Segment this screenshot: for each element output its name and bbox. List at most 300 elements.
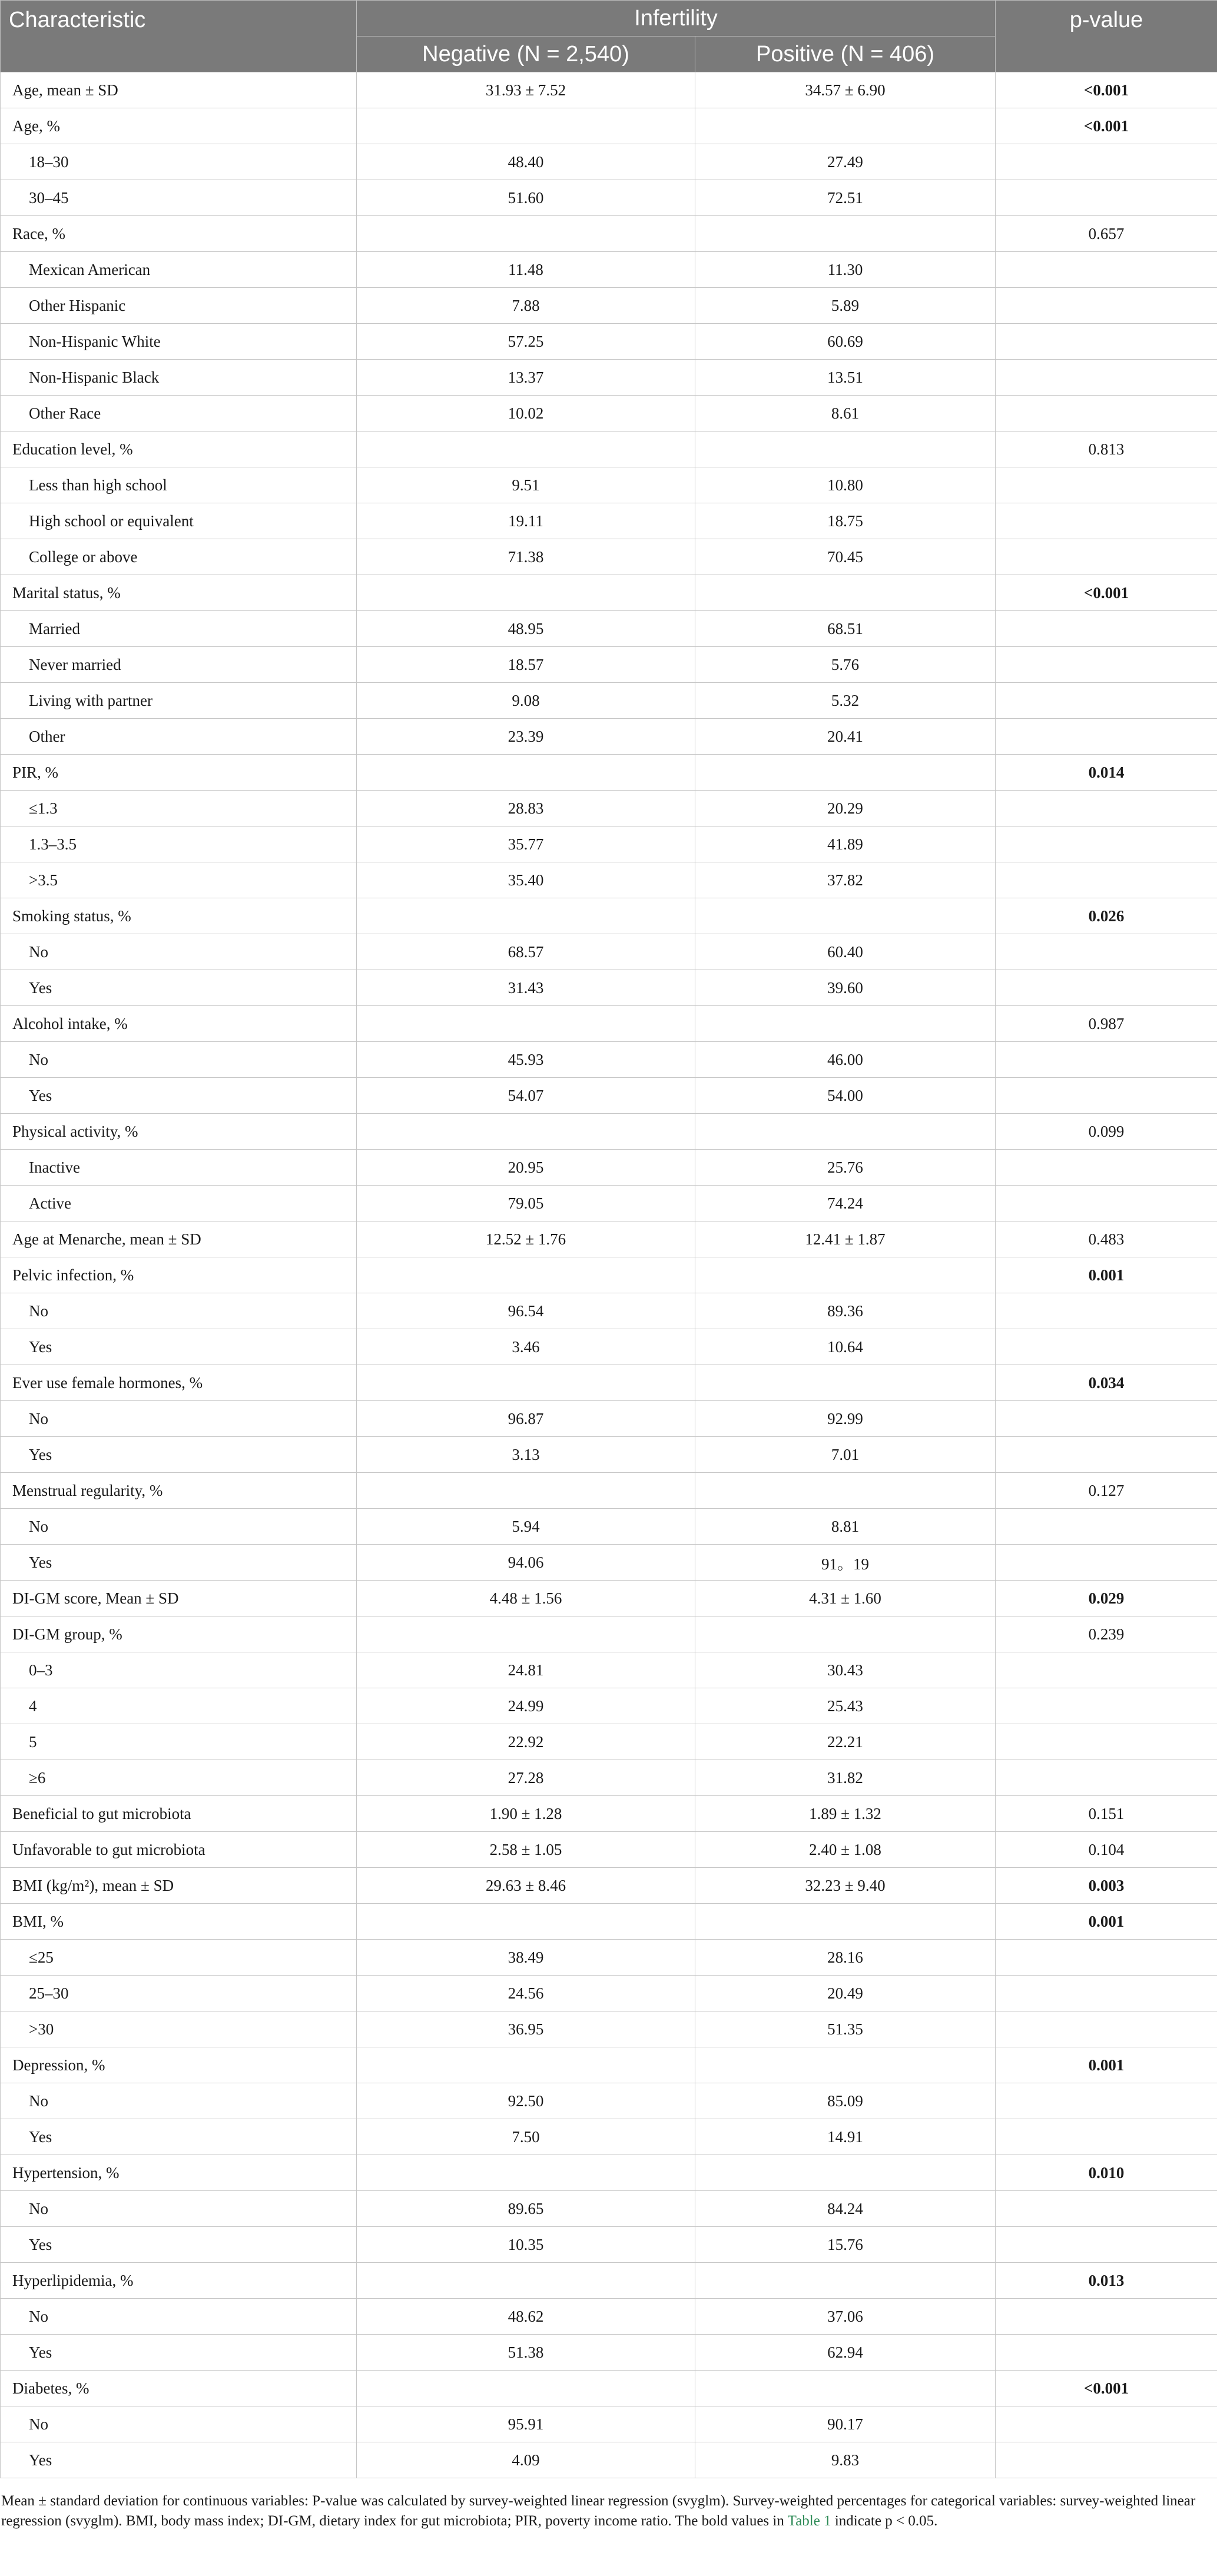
positive-value: 28.16 — [695, 1940, 996, 1976]
p-value — [996, 1976, 1217, 2011]
row-label: Other Race — [1, 396, 357, 431]
row-label: Pelvic infection, % — [1, 1257, 357, 1293]
row-label: DI-GM group, % — [1, 1616, 357, 1652]
table-row — [1, 1652, 1217, 1688]
negative-value: 45.93 — [357, 1042, 695, 1078]
row-label: Inactive — [1, 1150, 357, 1186]
negative-value: 95.91 — [357, 2406, 695, 2442]
positive-value: 13.51 — [695, 360, 996, 396]
table-row — [1, 2083, 1217, 2119]
table-row — [1, 1688, 1217, 1724]
p-value: 0.813 — [996, 431, 1217, 467]
positive-value: 18.75 — [695, 503, 996, 539]
positive-value: 37.06 — [695, 2299, 996, 2335]
positive-value — [695, 1114, 996, 1150]
row-label: Non-Hispanic Black — [1, 360, 357, 396]
negative-value: 51.38 — [357, 2335, 695, 2371]
negative-value — [357, 1365, 695, 1401]
row-label: No — [1, 1509, 357, 1545]
table-row — [1, 2191, 1217, 2227]
table-row — [1, 360, 1217, 396]
positive-value: 37.82 — [695, 862, 996, 898]
p-value — [996, 2227, 1217, 2263]
negative-value — [357, 2263, 695, 2299]
positive-value: 8.61 — [695, 396, 996, 431]
positive-value: 91。19 — [695, 1545, 996, 1581]
row-label: No — [1, 1042, 357, 1078]
positive-value: 60.40 — [695, 934, 996, 970]
positive-value — [695, 216, 996, 252]
row-label: Less than high school — [1, 467, 357, 503]
row-label: No — [1, 1401, 357, 1437]
positive-value: 14.91 — [695, 2119, 996, 2155]
negative-value: 22.92 — [357, 1724, 695, 1760]
positive-value — [695, 755, 996, 791]
p-value: 0.151 — [996, 1796, 1217, 1832]
table-row — [1, 1760, 1217, 1796]
row-label: Yes — [1, 1329, 357, 1365]
table-row — [1, 1006, 1217, 1042]
negative-value: 68.57 — [357, 934, 695, 970]
row-label: Other Hispanic — [1, 288, 357, 324]
positive-value: 85.09 — [695, 2083, 996, 2119]
table-row — [1, 2335, 1217, 2371]
negative-value: 2.58 ± 1.05 — [357, 1832, 695, 1868]
p-value — [996, 539, 1217, 575]
negative-value — [357, 2155, 695, 2191]
row-label: >30 — [1, 2011, 357, 2047]
p-value — [996, 2011, 1217, 2047]
table-row — [1, 324, 1217, 360]
positive-value: 1.89 ± 1.32 — [695, 1796, 996, 1832]
negative-value — [357, 898, 695, 934]
negative-value: 57.25 — [357, 324, 695, 360]
negative-value: 27.28 — [357, 1760, 695, 1796]
negative-value — [357, 2047, 695, 2083]
footnote-text: Mean ± standard deviation for continuous variables: P-value was calculated by survey-weighted linear regression (svyglm). Survey-weighted percentages for categorical variables: survey-weighted linear regression (svyglm). BMI, body mass index; DI-GM, dietary index for gut microbiota; PIR, poverty income ratio. The bold values in — [1, 2493, 1196, 2529]
table-row — [1, 1473, 1217, 1509]
table-row — [1, 108, 1217, 144]
p-value — [996, 1688, 1217, 1724]
negative-value — [357, 431, 695, 467]
negative-value — [357, 1904, 695, 1940]
positive-value: 39.60 — [695, 970, 996, 1006]
table-row — [1, 2263, 1217, 2299]
row-label: 4 — [1, 1688, 357, 1724]
row-label: 5 — [1, 1724, 357, 1760]
row-label: Never married — [1, 647, 357, 683]
positive-value: 12.41 ± 1.87 — [695, 1221, 996, 1257]
table-row — [1, 611, 1217, 647]
p-value: <0.001 — [996, 575, 1217, 611]
p-value — [996, 1545, 1217, 1581]
row-label: Marital status, % — [1, 575, 357, 611]
table-row — [1, 1042, 1217, 1078]
header-p-value: p-value — [996, 1, 1217, 72]
p-value: <0.001 — [996, 108, 1217, 144]
p-value — [996, 1940, 1217, 1976]
row-label: 0–3 — [1, 1652, 357, 1688]
positive-value: 10.80 — [695, 467, 996, 503]
positive-value: 5.89 — [695, 288, 996, 324]
row-label: BMI (kg/m²), mean ± SD — [1, 1868, 357, 1904]
negative-value: 9.51 — [357, 467, 695, 503]
table-row — [1, 1401, 1217, 1437]
p-value — [996, 683, 1217, 719]
positive-value — [695, 1006, 996, 1042]
negative-value: 10.35 — [357, 2227, 695, 2263]
positive-value: 20.41 — [695, 719, 996, 755]
p-value — [996, 719, 1217, 755]
positive-value — [695, 1473, 996, 1509]
row-label: Yes — [1, 1078, 357, 1114]
row-label: 30–45 — [1, 180, 357, 216]
positive-value: 46.00 — [695, 1042, 996, 1078]
positive-value: 68.51 — [695, 611, 996, 647]
negative-value: 94.06 — [357, 1545, 695, 1581]
p-value — [996, 791, 1217, 826]
footnote-text-end: indicate p < 0.05. — [831, 2513, 938, 2529]
p-value — [996, 144, 1217, 180]
table-row — [1, 1186, 1217, 1221]
row-label: Yes — [1, 1545, 357, 1581]
p-value: 0.003 — [996, 1868, 1217, 1904]
p-value: <0.001 — [996, 2371, 1217, 2406]
p-value — [996, 2299, 1217, 2335]
p-value — [996, 826, 1217, 862]
negative-value: 20.95 — [357, 1150, 695, 1186]
p-value: 0.657 — [996, 216, 1217, 252]
negative-value: 48.95 — [357, 611, 695, 647]
row-label: High school or equivalent — [1, 503, 357, 539]
p-value: 0.483 — [996, 1221, 1217, 1257]
positive-value: 72.51 — [695, 180, 996, 216]
p-value — [996, 288, 1217, 324]
positive-value: 7.01 — [695, 1437, 996, 1473]
row-label: ≥6 — [1, 1760, 357, 1796]
negative-value — [357, 755, 695, 791]
table-row — [1, 2119, 1217, 2155]
negative-value: 28.83 — [357, 791, 695, 826]
row-label: 18–30 — [1, 144, 357, 180]
p-value — [996, 934, 1217, 970]
p-value — [996, 611, 1217, 647]
positive-value: 51.35 — [695, 2011, 996, 2047]
table-row — [1, 1365, 1217, 1401]
table-row — [1, 862, 1217, 898]
row-label: Hypertension, % — [1, 2155, 357, 2191]
table-row — [1, 719, 1217, 755]
negative-value — [357, 1473, 695, 1509]
table-row — [1, 503, 1217, 539]
row-label: No — [1, 2083, 357, 2119]
row-label: Physical activity, % — [1, 1114, 357, 1150]
row-label: Yes — [1, 970, 357, 1006]
p-value — [996, 324, 1217, 360]
positive-value: 22.21 — [695, 1724, 996, 1760]
p-value — [996, 1329, 1217, 1365]
negative-value: 24.81 — [357, 1652, 695, 1688]
positive-value: 62.94 — [695, 2335, 996, 2371]
p-value: 0.014 — [996, 755, 1217, 791]
p-value — [996, 970, 1217, 1006]
negative-value: 7.50 — [357, 2119, 695, 2155]
positive-value: 4.31 ± 1.60 — [695, 1581, 996, 1616]
p-value: 0.987 — [996, 1006, 1217, 1042]
negative-value: 96.54 — [357, 1293, 695, 1329]
row-label: Mexican American — [1, 252, 357, 288]
positive-value: 5.76 — [695, 647, 996, 683]
negative-value: 35.40 — [357, 862, 695, 898]
positive-value — [695, 898, 996, 934]
row-label: Living with partner — [1, 683, 357, 719]
row-label: ≤25 — [1, 1940, 357, 1976]
positive-value: 74.24 — [695, 1186, 996, 1221]
table-row — [1, 647, 1217, 683]
negative-value — [357, 575, 695, 611]
row-label: BMI, % — [1, 1904, 357, 1940]
negative-value: 5.94 — [357, 1509, 695, 1545]
positive-value: 34.57 ± 6.90 — [695, 72, 996, 108]
table-row — [1, 1150, 1217, 1186]
p-value — [996, 2442, 1217, 2478]
row-label: No — [1, 2299, 357, 2335]
negative-value: 4.09 — [357, 2442, 695, 2478]
positive-value — [695, 1616, 996, 1652]
p-value — [996, 647, 1217, 683]
table-row — [1, 1437, 1217, 1473]
positive-value: 60.69 — [695, 324, 996, 360]
negative-value: 12.52 ± 1.76 — [357, 1221, 695, 1257]
table-row — [1, 2442, 1217, 2478]
table-row — [1, 2371, 1217, 2406]
table-footnote — [0, 2478, 1214, 2531]
positive-value: 8.81 — [695, 1509, 996, 1545]
table-row — [1, 1114, 1217, 1150]
row-label: Age, % — [1, 108, 357, 144]
negative-value: 18.57 — [357, 647, 695, 683]
table-row — [1, 1976, 1217, 2011]
table-row — [1, 791, 1217, 826]
p-value — [996, 252, 1217, 288]
positive-value: 89.36 — [695, 1293, 996, 1329]
p-value: 0.001 — [996, 1257, 1217, 1293]
row-label: No — [1, 2406, 357, 2442]
p-value — [996, 2119, 1217, 2155]
negative-value: 1.90 ± 1.28 — [357, 1796, 695, 1832]
negative-value: 48.62 — [357, 2299, 695, 2335]
negative-value — [357, 2371, 695, 2406]
positive-value: 41.89 — [695, 826, 996, 862]
negative-value: 3.13 — [357, 1437, 695, 1473]
positive-value: 92.99 — [695, 1401, 996, 1437]
p-value — [996, 1652, 1217, 1688]
positive-value: 32.23 ± 9.40 — [695, 1868, 996, 1904]
row-label: Other — [1, 719, 357, 755]
p-value — [996, 862, 1217, 898]
table-row — [1, 1221, 1217, 1257]
positive-value — [695, 1904, 996, 1940]
p-value — [996, 1437, 1217, 1473]
row-label: Active — [1, 1186, 357, 1221]
table-row — [1, 934, 1217, 970]
positive-value: 25.76 — [695, 1150, 996, 1186]
row-label: >3.5 — [1, 862, 357, 898]
positive-value: 15.76 — [695, 2227, 996, 2263]
row-label: Married — [1, 611, 357, 647]
row-label: No — [1, 2191, 357, 2227]
p-value: 0.029 — [996, 1581, 1217, 1616]
p-value: 0.239 — [996, 1616, 1217, 1652]
p-value — [996, 1724, 1217, 1760]
p-value: 0.104 — [996, 1832, 1217, 1868]
negative-value: 7.88 — [357, 288, 695, 324]
negative-value: 71.38 — [357, 539, 695, 575]
table-row — [1, 1796, 1217, 1832]
table-row — [1, 1940, 1217, 1976]
positive-value — [695, 2155, 996, 2191]
table-row — [1, 826, 1217, 862]
p-value: 0.034 — [996, 1365, 1217, 1401]
p-value: 0.001 — [996, 2047, 1217, 2083]
header-negative: Negative (N = 2,540) — [357, 36, 695, 72]
negative-value — [357, 1616, 695, 1652]
p-value: 0.013 — [996, 2263, 1217, 2299]
table-row — [1, 539, 1217, 575]
p-value: 0.010 — [996, 2155, 1217, 2191]
p-value — [996, 2083, 1217, 2119]
positive-value: 30.43 — [695, 1652, 996, 1688]
row-label: Beneficial to gut microbiota — [1, 1796, 357, 1832]
negative-value: 13.37 — [357, 360, 695, 396]
p-value — [996, 2335, 1217, 2371]
row-label: College or above — [1, 539, 357, 575]
table-row — [1, 1832, 1217, 1868]
table-row — [1, 683, 1217, 719]
p-value: 0.099 — [996, 1114, 1217, 1150]
p-value — [996, 467, 1217, 503]
positive-value: 70.45 — [695, 539, 996, 575]
negative-value: 79.05 — [357, 1186, 695, 1221]
positive-value — [695, 575, 996, 611]
positive-value — [695, 108, 996, 144]
positive-value: 31.82 — [695, 1760, 996, 1796]
table-row — [1, 1509, 1217, 1545]
table-row — [1, 755, 1217, 791]
row-label: Non-Hispanic White — [1, 324, 357, 360]
positive-value: 25.43 — [695, 1688, 996, 1724]
negative-value: 31.93 ± 7.52 — [357, 72, 695, 108]
negative-value: 10.02 — [357, 396, 695, 431]
table-row — [1, 970, 1217, 1006]
table-row — [1, 431, 1217, 467]
table-row — [1, 467, 1217, 503]
p-value — [996, 396, 1217, 431]
row-label: Yes — [1, 2442, 357, 2478]
positive-value — [695, 1257, 996, 1293]
negative-value: 35.77 — [357, 826, 695, 862]
header-characteristic: Characteristic — [1, 1, 357, 72]
positive-value: 90.17 — [695, 2406, 996, 2442]
p-value — [996, 2191, 1217, 2227]
row-label: DI-GM score, Mean ± SD — [1, 1581, 357, 1616]
row-label: PIR, % — [1, 755, 357, 791]
negative-value: 51.60 — [357, 180, 695, 216]
table-row — [1, 1868, 1217, 1904]
negative-value: 36.95 — [357, 2011, 695, 2047]
table-row — [1, 72, 1217, 108]
table-row — [1, 2047, 1217, 2083]
table-row — [1, 1724, 1217, 1760]
p-value — [996, 1401, 1217, 1437]
p-value: 0.026 — [996, 898, 1217, 934]
p-value — [996, 1760, 1217, 1796]
row-label: No — [1, 1293, 357, 1329]
negative-value: 54.07 — [357, 1078, 695, 1114]
negative-value: 29.63 ± 8.46 — [357, 1868, 695, 1904]
negative-value: 31.43 — [357, 970, 695, 1006]
row-label: 25–30 — [1, 1976, 357, 2011]
negative-value: 24.56 — [357, 1976, 695, 2011]
negative-value: 96.87 — [357, 1401, 695, 1437]
table-row — [1, 2406, 1217, 2442]
negative-value: 4.48 ± 1.56 — [357, 1581, 695, 1616]
table-1-link[interactable]: Table 1 — [787, 2513, 831, 2529]
table-row — [1, 144, 1217, 180]
p-value — [996, 1150, 1217, 1186]
table-row — [1, 1904, 1217, 1940]
table-row — [1, 1545, 1217, 1581]
positive-value: 27.49 — [695, 144, 996, 180]
table-row — [1, 180, 1217, 216]
row-label: Diabetes, % — [1, 2371, 357, 2406]
row-label: Yes — [1, 2119, 357, 2155]
positive-value: 11.30 — [695, 252, 996, 288]
positive-value: 84.24 — [695, 2191, 996, 2227]
row-label: Menstrual regularity, % — [1, 1473, 357, 1509]
table-row — [1, 1078, 1217, 1114]
negative-value — [357, 1006, 695, 1042]
table-row — [1, 288, 1217, 324]
p-value — [996, 180, 1217, 216]
row-label: Yes — [1, 1437, 357, 1473]
row-label: Alcohol intake, % — [1, 1006, 357, 1042]
negative-value: 89.65 — [357, 2191, 695, 2227]
p-value — [996, 2406, 1217, 2442]
positive-value: 9.83 — [695, 2442, 996, 2478]
negative-value: 9.08 — [357, 683, 695, 719]
positive-value: 5.32 — [695, 683, 996, 719]
p-value — [996, 1293, 1217, 1329]
table-row — [1, 1616, 1217, 1652]
negative-value: 11.48 — [357, 252, 695, 288]
p-value — [996, 1042, 1217, 1078]
p-value: 0.001 — [996, 1904, 1217, 1940]
row-label: Yes — [1, 2335, 357, 2371]
negative-value: 3.46 — [357, 1329, 695, 1365]
negative-value — [357, 1114, 695, 1150]
row-label: Hyperlipidemia, % — [1, 2263, 357, 2299]
table-row — [1, 1293, 1217, 1329]
row-label: No — [1, 934, 357, 970]
p-value: 0.127 — [996, 1473, 1217, 1509]
negative-value: 24.99 — [357, 1688, 695, 1724]
p-value — [996, 1186, 1217, 1221]
table-row — [1, 216, 1217, 252]
p-value — [996, 1078, 1217, 1114]
positive-value: 20.49 — [695, 1976, 996, 2011]
table-row — [1, 2227, 1217, 2263]
